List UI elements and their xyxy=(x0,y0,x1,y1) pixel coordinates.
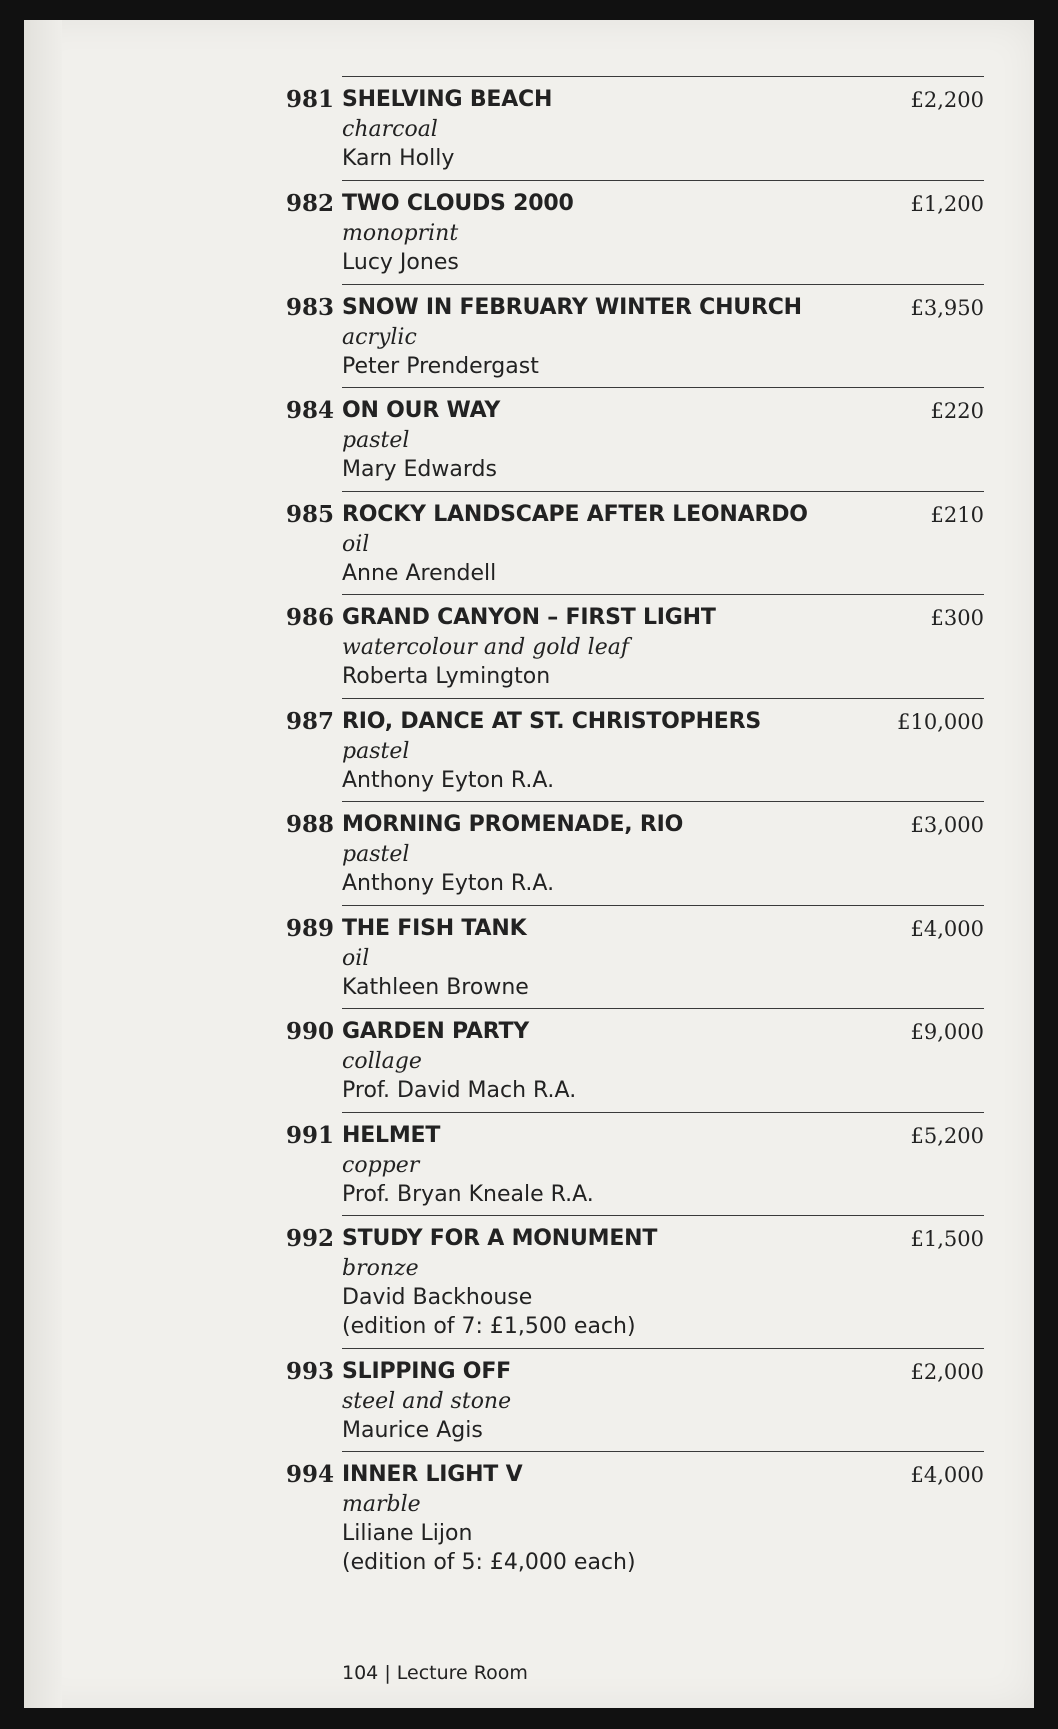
artwork-price: £3,950 xyxy=(910,296,984,320)
artwork-price: £3,000 xyxy=(910,813,984,837)
artwork-medium: watercolour and gold leaf xyxy=(342,635,629,660)
artist-name: Mary Edwards xyxy=(342,457,497,482)
artwork-title: HELMET xyxy=(342,1123,441,1148)
lot-number: 985 xyxy=(285,501,334,528)
artwork-medium: copper xyxy=(342,1153,420,1178)
edition-note: (edition of 5: £4,000 each) xyxy=(342,1550,636,1575)
artwork-title: SHELVING BEACH xyxy=(342,87,553,112)
artwork-title: ROCKY LANDSCAPE AFTER LEONARDO xyxy=(342,502,808,527)
lot-number: 988 xyxy=(285,811,334,838)
catalogue-entry xyxy=(285,1008,984,1112)
catalogue-entry xyxy=(285,698,984,801)
artwork-medium: pastel xyxy=(342,842,410,867)
catalogue-entry xyxy=(285,387,984,491)
catalogue-entry xyxy=(285,1215,984,1348)
lot-number: 990 xyxy=(285,1018,334,1045)
lot-number: 984 xyxy=(285,397,334,424)
lot-number: 993 xyxy=(285,1358,334,1385)
catalogue-entry xyxy=(285,1112,984,1215)
artwork-title: THE FISH TANK xyxy=(342,916,527,941)
page-number: 104 xyxy=(342,1662,379,1684)
artwork-medium: collage xyxy=(342,1049,422,1074)
artwork-medium: pastel xyxy=(342,428,410,453)
artwork-title: ON OUR WAY xyxy=(342,398,501,423)
artwork-medium: charcoal xyxy=(342,117,438,142)
lot-number: 987 xyxy=(285,708,334,735)
artwork-medium: pastel xyxy=(342,739,410,764)
catalogue-entry xyxy=(285,76,984,180)
artist-name: Anthony Eyton R.A. xyxy=(342,768,555,793)
section-name: Lecture Room xyxy=(396,1662,528,1684)
artwork-price: £1,500 xyxy=(910,1227,984,1251)
artwork-price: £300 xyxy=(930,606,984,630)
lot-number: 991 xyxy=(285,1122,334,1149)
artist-name: Karn Holly xyxy=(342,146,455,171)
edition-note: (edition of 7: £1,500 each) xyxy=(342,1314,636,1339)
artwork-medium: oil xyxy=(342,946,370,971)
lot-number: 989 xyxy=(285,915,334,942)
artwork-medium: bronze xyxy=(342,1256,419,1281)
catalogue-entries xyxy=(24,76,1034,1585)
catalogue-entry xyxy=(285,1451,984,1585)
artwork-title: INNER LIGHT V xyxy=(342,1462,523,1487)
artist-name: David Backhouse xyxy=(342,1285,533,1310)
artist-name: Anthony Eyton R.A. xyxy=(342,871,555,896)
artist-name: Prof. David Mach R.A. xyxy=(342,1078,577,1103)
artwork-price: £220 xyxy=(930,399,984,423)
artist-name: Liliane Lijon xyxy=(342,1521,473,1546)
lot-number: 982 xyxy=(285,190,334,217)
artwork-price: £2,200 xyxy=(910,88,984,112)
lot-number: 986 xyxy=(285,604,334,631)
artwork-price: £2,000 xyxy=(910,1360,984,1384)
artwork-price: £9,000 xyxy=(910,1020,984,1044)
page-footer xyxy=(342,1662,528,1684)
catalogue-entry xyxy=(285,180,984,284)
artwork-title: GRAND CANYON – FIRST LIGHT xyxy=(342,605,716,630)
artwork-title: GARDEN PARTY xyxy=(342,1019,530,1044)
artwork-title: MORNING PROMENADE, RIO xyxy=(342,812,684,837)
artwork-medium: oil xyxy=(342,532,370,557)
footer-separator: | xyxy=(384,1662,391,1684)
artist-name: Kathleen Browne xyxy=(342,975,529,1000)
catalogue-entry xyxy=(285,1348,984,1451)
catalogue-entry xyxy=(285,284,984,387)
artist-name: Roberta Lymington xyxy=(342,664,551,689)
artwork-title: SNOW IN FEBRUARY WINTER CHURCH xyxy=(342,295,802,320)
lot-number: 994 xyxy=(285,1461,334,1488)
artist-name: Lucy Jones xyxy=(342,250,459,275)
artwork-price: £5,200 xyxy=(910,1124,984,1148)
artwork-price: £4,000 xyxy=(910,917,984,941)
artist-name: Maurice Agis xyxy=(342,1418,483,1443)
lot-number: 983 xyxy=(285,294,334,321)
lot-number: 992 xyxy=(285,1225,334,1252)
catalogue-entry xyxy=(285,594,984,698)
catalogue-entry xyxy=(285,801,984,905)
artwork-price: £1,200 xyxy=(910,192,984,216)
catalogue-entry xyxy=(285,905,984,1008)
artist-name: Prof. Bryan Kneale R.A. xyxy=(342,1182,594,1207)
artwork-medium: acrylic xyxy=(342,325,417,350)
artwork-title: TWO CLOUDS 2000 xyxy=(342,191,574,216)
artwork-title: RIO, DANCE AT ST. CHRISTOPHERS xyxy=(342,709,761,734)
artwork-medium: monoprint xyxy=(342,221,459,246)
artwork-title: SLIPPING OFF xyxy=(342,1359,511,1384)
artwork-medium: marble xyxy=(342,1492,421,1517)
artwork-medium: steel and stone xyxy=(342,1389,512,1414)
artwork-price: £210 xyxy=(930,503,984,527)
artwork-price: £4,000 xyxy=(910,1463,984,1487)
catalogue-entry xyxy=(285,491,984,594)
artwork-price: £10,000 xyxy=(897,710,984,734)
artist-name: Peter Prendergast xyxy=(342,354,539,379)
artwork-title: STUDY FOR A MONUMENT xyxy=(342,1226,658,1251)
lot-number: 981 xyxy=(285,86,334,113)
catalogue-page xyxy=(24,20,1034,1708)
artist-name: Anne Arendell xyxy=(342,561,497,586)
